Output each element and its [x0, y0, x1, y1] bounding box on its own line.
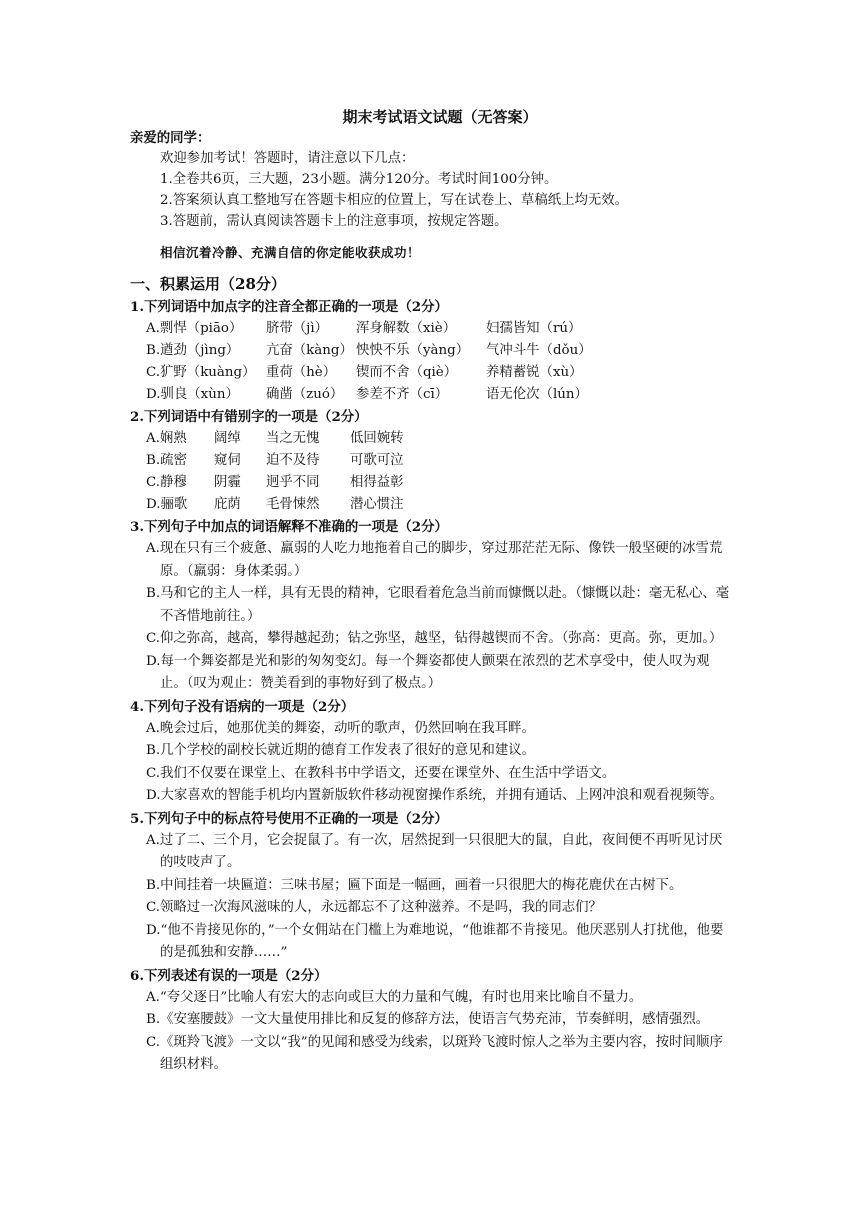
option-item: 重荷（hè） — [266, 365, 337, 380]
option-d: D.每一个舞姿都是光和影的匆匆变幻。每一个舞姿都使人颤栗在浓烈的艺术享受中，使人叹为观止。（叹为观止：赞美看到的事物好到了极点。） — [146, 653, 710, 691]
option-item: 浑身解数（xiè） — [356, 321, 457, 336]
option-item: 脐带（jì） — [266, 321, 328, 336]
option-item: C.犷野（kuàng） — [146, 365, 256, 380]
option-item: B.遒劲（jìng） — [146, 343, 240, 358]
option-item: 亢奋（kàng） — [266, 343, 353, 358]
question-title: 5.下列句子中的标点符号使用不正确的一项是（2分） — [130, 810, 448, 827]
question-title: 6.下列表述有误的一项是（2分） — [130, 967, 328, 984]
option-item: A.娴熟 — [146, 431, 187, 446]
question-1 — [130, 296, 730, 406]
instruction-line: 2.答案须认真工整地写在答题卡相应的位置上，写在试卷上、草稿纸上均无效。 — [160, 193, 629, 208]
option-a: A.过了二、三个月，它会捉鼠了。有一次，居然捉到一只很肥大的鼠，自此，夜间便不再听见讨厌的吱吱声了。 — [146, 832, 723, 870]
option-item: 确凿（zuó） — [266, 387, 344, 402]
option-item: 窥伺 — [214, 453, 241, 468]
option-item: 怏怏不乐（yàng） — [356, 343, 470, 358]
option-b — [146, 340, 730, 362]
option-b: B.《安塞腰鼓》一文大量使用排比和反复的修辞方法，使语言气势充沛，节奏鲜明，感情强烈。 — [146, 1012, 710, 1027]
question-title: 4.下列句子没有语病的一项是（2分） — [130, 698, 355, 715]
instructions — [160, 148, 860, 232]
option-d: D.“他不肯接见你的，”一个女佣站在门槛上为难地说，“他谁都不肯接见。他厌恶别人打扰他，他要的是孤独和安静……” — [146, 922, 724, 960]
option-b: B.马和它的主人一样，具有无畏的精神，它眼看着危急当前而慷慨以赴。（慷慨以赴：毫无私心、毫不吝惜地前往。） — [146, 586, 730, 624]
option-item: 阔绰 — [214, 431, 241, 446]
option-item: 妇孺皆知（rú） — [486, 321, 582, 336]
option-c — [146, 362, 730, 384]
option-b — [146, 450, 730, 472]
option-c: C.我们不仅要在课堂上、在教科书中学语文，还要在课堂外、在生活中学语文。 — [146, 765, 616, 781]
option-item: 气冲斗牛（dǒu） — [486, 343, 592, 358]
option-b: B.几个学校的副校长就近期的德育工作发表了很好的意见和建议。 — [146, 743, 536, 758]
option-item: 潜心惯注 — [350, 497, 404, 512]
option-a: A.“夸父逐日”比喻人有宏大的志向或巨大的力量和气魄，有时也用来比喻自不量力。 — [146, 989, 643, 1005]
page-title: 期末考试语文试题（无答案） — [342, 108, 538, 126]
option-item: 迥乎不同 — [266, 475, 320, 490]
question-6 — [130, 965, 730, 1077]
question-title: 1.下列词语中加点字的注音全都正确的一项是（2分） — [130, 299, 448, 315]
option-item: 庇荫 — [214, 497, 241, 512]
option-item: 可歌可泣 — [350, 453, 404, 468]
option-item: 低回婉转 — [350, 431, 404, 446]
option-a — [146, 318, 730, 340]
option-c: C.《斑羚飞渡》一文以“我”的见闻和感受为线索，以斑羚飞渡时惊人之举为主要内容，按时间顺序组织材料。 — [146, 1034, 723, 1072]
option-c: C.领略过一次海风滋味的人，永远都忘不了这种滋养。不是吗，我的同志们？ — [146, 900, 602, 915]
instruction-line: 3.答题前，需认真阅读答题卡上的注意事项，按规定答题。 — [160, 214, 508, 229]
encouragement-slogan: 相信沉着冷静、充满自信的你定能收获成功！ — [160, 245, 421, 260]
section-heading: 一、积累运用（28分） — [130, 275, 286, 293]
question-title: 2.下列词语中有错别字的一项是（2分） — [130, 409, 368, 425]
option-d — [146, 384, 730, 406]
question-3 — [130, 516, 730, 696]
instruction-line: 欢迎参加考试！答题时，请注意以下几点： — [160, 151, 415, 166]
option-b: B.中间挂着一块匾道：三味书屋；匾下面是一幅画，画着一只很肥大的梅花鹿伏在古树下。 — [146, 877, 683, 893]
option-c: C.仰之弥高，越高，攀得越起劲；钻之弥坚，越坚，钻得越锲而不舍。（弥高：更高。弥，更加。） — [146, 631, 723, 646]
option-item: 当之无愧 — [266, 431, 320, 446]
greeting: 亲爱的同学： — [130, 130, 211, 146]
option-item: 相得益彰 — [350, 475, 404, 490]
option-a — [146, 428, 730, 450]
option-item: 养精蓄锐（xù） — [486, 365, 583, 380]
question-5 — [130, 808, 730, 965]
option-a: A.现在只有三个疲惫、羸弱的人吃力地拖着自己的脚步，穿过那茫茫无际、像铁一般坚硬的冰雪荒原。（羸弱：身体柔弱。） — [146, 541, 723, 579]
option-item: 毛骨悚然 — [266, 497, 320, 512]
option-item: A.剽悍（piāo） — [146, 321, 243, 336]
option-item: 锲而不舍（qiè） — [356, 365, 458, 380]
option-item: D.驯良（xùn） — [146, 387, 239, 402]
option-a: A.晚会过后，她那优美的舞姿，动听的歌声，仍然回响在我耳畔。 — [146, 720, 535, 736]
option-item: 阴霾 — [214, 475, 241, 490]
question-2 — [130, 406, 730, 516]
option-c — [146, 472, 730, 494]
option-item: 语无伦次（lún） — [486, 387, 588, 402]
question-title: 3.下列句子中加点的词语解释不准确的一项是（2分） — [130, 519, 448, 535]
instruction-line: 1.全卷共6页，三大题，23小题。满分120分。考试时间100分钟。 — [160, 172, 558, 187]
question-4 — [130, 696, 730, 808]
question-options — [130, 428, 730, 516]
option-item: 参差不齐（cī） — [356, 387, 449, 402]
option-item: B.疏密 — [146, 453, 187, 468]
option-item: C.静穆 — [146, 475, 187, 490]
option-item: D.骊歌 — [146, 497, 188, 512]
option-d — [146, 494, 730, 516]
option-d: D.大家喜欢的智能手机均内置新版软件移动视窗操作系统，并拥有通话、上网冲浪和观看视频等。 — [146, 788, 723, 803]
option-item: 迫不及待 — [266, 453, 320, 468]
question-options — [130, 318, 730, 406]
